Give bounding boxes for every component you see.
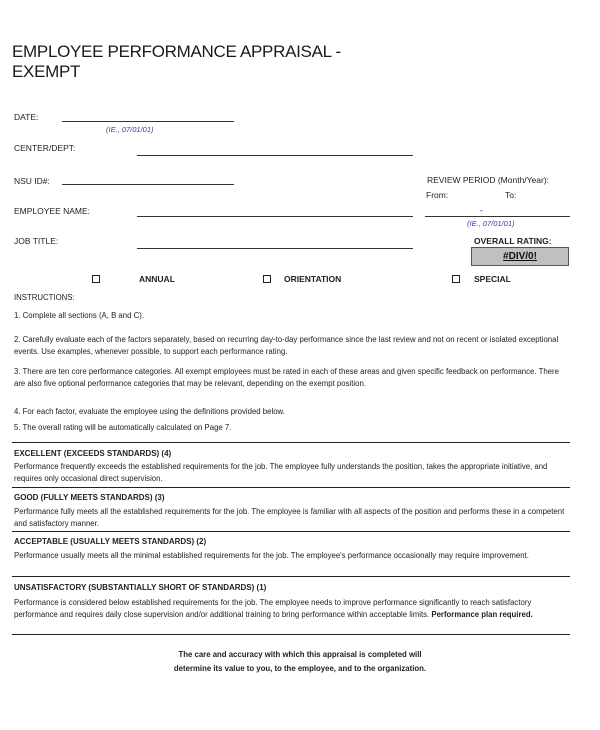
job-title-field[interactable] — [137, 248, 413, 249]
performance-plan-note: Performance plan required. — [431, 610, 533, 619]
divider — [12, 487, 570, 488]
title-line-2: EXEMPT — [12, 62, 81, 81]
review-hint: (IE., 07/01/01) — [467, 219, 515, 228]
overall-rating-value: #DIV/0! — [503, 251, 537, 262]
definition-heading-excellent: EXCELLENT (EXCEEDS STANDARDS) (4) — [14, 449, 172, 458]
instructions-heading: INSTRUCTIONS: — [14, 293, 75, 302]
nsu-id-field[interactable] — [62, 184, 234, 185]
divider — [12, 531, 570, 532]
annual-label: ANNUAL — [139, 274, 175, 284]
definition-text-unsatisfactory — [14, 597, 572, 621]
definition-heading-unsatisfactory: UNSATISFACTORY (SUBSTANTIALLY SHORT OF STANDARDS) (1) — [14, 583, 267, 592]
definition-text: Performance is considered below established requirements for the job. The employee needs to improve performance significantly to reach satisfactory performance and requires daily close supervision and/or additional training to bring performance within acceptable limits. — [14, 598, 532, 619]
overall-rating-box — [471, 247, 569, 266]
instruction-item: 4. For each factor, evaluate the employee using the definitions provided below. — [14, 407, 285, 416]
from-label: From: — [426, 190, 449, 200]
instruction-item: 1. Complete all sections (A, B and C). — [14, 311, 145, 320]
date-hint: (IE., 07/01/01) — [106, 125, 154, 134]
center-dept-label: CENTER/DEPT: — [14, 143, 76, 153]
review-period-field[interactable] — [425, 216, 570, 217]
divider — [12, 634, 570, 635]
divider — [12, 576, 570, 577]
instruction-item: 3. There are ten core performance categories. All exempt employees must be rated in each of these areas and given specific feedback on performance. There are also five optional performance categories that may be relevant, depending on the exempt position. — [14, 367, 559, 388]
employee-name-field[interactable] — [137, 216, 413, 217]
center-dept-field[interactable] — [137, 155, 413, 156]
instruction-item: 5. The overall rating will be automatically calculated on Page 7. — [14, 423, 232, 432]
date-label: DATE: — [14, 112, 39, 122]
annual-checkbox[interactable] — [92, 275, 100, 283]
overall-rating-label: OVERALL RATING: — [474, 236, 552, 246]
definition-text-good: Performance fully meets all the established requirements for the job. The employee is familiar with all aspects of the position and performs these in a competent and satisfactory manner. — [14, 507, 565, 528]
orientation-checkbox[interactable] — [263, 275, 271, 283]
special-checkbox[interactable] — [452, 275, 460, 283]
special-label: SPECIAL — [474, 274, 511, 284]
definition-text-acceptable: Performance usually meets all the minimal established requirements for the job. The employee's performance occasionally may require improvement. — [14, 551, 529, 560]
divider — [12, 442, 570, 443]
title-line-1: EMPLOYEE PERFORMANCE APPRAISAL - — [12, 42, 341, 61]
nsu-id-label: NSU ID#: — [14, 176, 50, 186]
review-dash: - — [480, 205, 483, 215]
employee-name-label: EMPLOYEE NAME: — [14, 206, 91, 216]
instruction-item: 2. Carefully evaluate each of the factors separately, based on recurring day-to-day performance since the last review and not on recent or isolated exceptional events. Use examples, whenever possible, to support each performance rating. — [14, 335, 559, 356]
definition-text-excellent: Performance frequently exceeds the established requirements for the job. The employee fully understands the position, takes the appropriate initiative, and requires only occasional direct supervision. — [14, 462, 548, 483]
job-title-label: JOB TITLE: — [14, 236, 59, 246]
date-field[interactable] — [62, 121, 234, 122]
to-label: To: — [505, 190, 517, 200]
footer-line-2: determine its value to you, to the employee, and to the organization. — [173, 664, 427, 673]
definition-heading-acceptable: ACCEPTABLE (USUALLY MEETS STANDARDS) (2) — [14, 537, 207, 546]
page-title — [12, 42, 341, 82]
footer-line-1: The care and accuracy with which this appraisal is completed will — [178, 650, 422, 659]
review-period-label: REVIEW PERIOD (Month/Year): — [427, 175, 550, 185]
orientation-label: ORIENTATION — [284, 274, 342, 284]
footer-note — [60, 648, 540, 676]
definition-heading-good: GOOD (FULLY MEETS STANDARDS) (3) — [14, 493, 165, 502]
